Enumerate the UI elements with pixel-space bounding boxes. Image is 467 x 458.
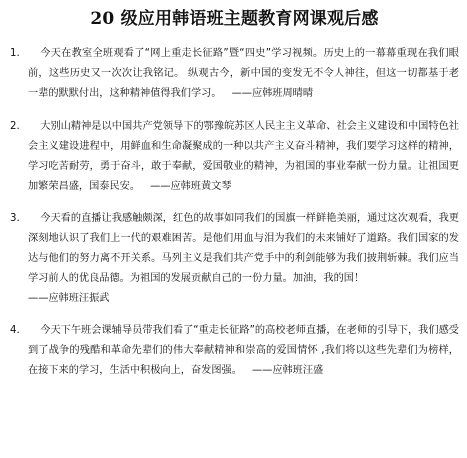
entry-body: 今天下午班会课辅导员带我们看了“重走长征路”的高校老师直播，在老师的引导下，我们感受到了战争的残酷和革命先辈们的伟大奉献精神和崇高的爱国情怀 ,我们将以这些先辈们为榜样，在接下来的学习，生活中积极向上，奋发图强。 (28, 325, 459, 376)
entry-1 (10, 44, 459, 104)
entry-text (28, 209, 459, 309)
entry-body: 今天在教室全班观看了“网上重走长征路”暨“四史”学习视频。历史上的一幕幕重现在我们眼前，这些历史又一次次让我铭记。 纵观古今，新中国的变发无不令人神往，但这一切都基于老一辈的默默付出，这种精神值得我们学习。 (28, 48, 459, 99)
entry-text (28, 44, 459, 104)
entry-number: 2. (10, 121, 20, 132)
entry-4 (10, 321, 459, 381)
entry-signature: ——应韩班黄文琴 (150, 181, 232, 192)
entry-body: 大别山精神是以中国共产党领导下的鄂豫皖苏区人民主主义革命、社会主义建设和中国特色社会主义建设进程中，用鲜血和生命凝聚成的一种以共产主义奋斗精神，我们要学习这样的精神，学习吃苦耐劳，勇于奋斗，敢于奉献，爱国敬业的精神，为祖国的事业奉献一份力量。让祖国更加繁荣昌盛，国泰民安。 (28, 121, 459, 192)
entry-signature: ——应韩班周晴晴 (231, 88, 314, 99)
entry-number: 3. (10, 213, 20, 224)
entry-2 (10, 117, 459, 197)
entry-number: 1. (10, 48, 20, 59)
entry-text (28, 117, 459, 197)
entry-number: 4. (10, 325, 20, 336)
document-title: 20 级应用韩语班主题教育网课观后感 (90, 9, 379, 29)
entry-3 (10, 209, 459, 309)
entry-signature: ——应韩班汪盛 (251, 365, 324, 376)
entry-text (28, 321, 459, 381)
entry-body: 今天看的直播让我感触颇深，红色的故事如同我们的国旗一样鲜艳美丽，通过这次观看，我更深刻地认识了我们上一代的艰难困苦。是他们用血与泪为我们的未来铺好了道路。我们国家的发达与他们的努力离不开关系。马列主义是我们共产党手中的利剑能够为我们披荆斩棘。我们应当学习前人的优良品德。为祖国的发展贡献自己的一份力量。加油，我的国！ (28, 213, 459, 284)
entry-signature: ——应韩班汪振武 (28, 293, 110, 304)
